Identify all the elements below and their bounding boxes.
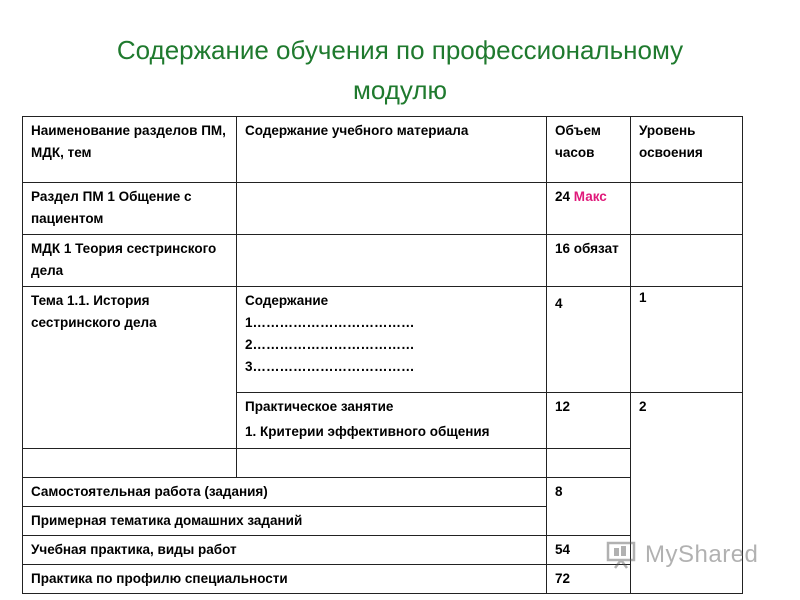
- mdk-hours: 16 обязат: [547, 235, 631, 287]
- practical-level: 2: [631, 393, 743, 594]
- title-line-1: Содержание обучения по профессиональному: [116, 35, 684, 65]
- table-row-section-pm: [23, 183, 743, 235]
- profile-practice-hours: 72: [547, 565, 631, 594]
- empty-cell-2: [237, 449, 547, 478]
- section-pm-content: [237, 183, 547, 235]
- mdk-level: [631, 235, 743, 287]
- section-pm-name: Раздел ПМ 1 Общение с пациентом: [23, 183, 237, 235]
- topic-content-item-2: 2………………………………: [245, 337, 415, 352]
- topic-name: Тема 1.1. История сестринского дела: [23, 287, 237, 449]
- header-cell-name: Наименование разделов ПМ, МДК, тем: [23, 117, 237, 183]
- topic-content-item-3: 3………………………………: [245, 359, 415, 374]
- curriculum-table: [22, 116, 743, 594]
- empty-cell-1: [23, 449, 237, 478]
- topic-level: 1: [631, 287, 743, 393]
- topic-hours: 4: [547, 287, 631, 393]
- practical-hours: 12: [547, 393, 631, 449]
- title-line-2: модулю: [352, 75, 448, 105]
- topic-content-cell: [237, 287, 547, 393]
- self-work-hours: 8: [547, 478, 631, 536]
- practice-hours: 54: [547, 536, 631, 565]
- practice-label: Учебная практика, виды работ: [23, 536, 547, 565]
- table-row-topic: [23, 287, 743, 393]
- header-cell-level: Уровень освоения: [631, 117, 743, 183]
- section-pm-hours-cell: [547, 183, 631, 235]
- section-pm-hours-note: Макс: [573, 189, 607, 204]
- homework-label: Примерная тематика домашних заданий: [23, 507, 547, 536]
- section-pm-hours: 24: [555, 189, 571, 204]
- topic-content-item-1: 1………………………………: [245, 315, 415, 330]
- topic-content-label: Содержание: [245, 293, 329, 308]
- practical-item: 1. Критерии эффективного общения: [245, 424, 490, 439]
- practical-cell: [237, 393, 547, 449]
- watermark: [605, 538, 785, 572]
- profile-practice-label: Практика по профилю специальности: [23, 565, 547, 594]
- page-title: [0, 30, 800, 110]
- mdk-content: [237, 235, 547, 287]
- section-pm-level: [631, 183, 743, 235]
- header-cell-content: Содержание учебного материала: [237, 117, 547, 183]
- empty-cell-3: [547, 449, 631, 478]
- header-cell-hours: Объем часов: [547, 117, 631, 183]
- presentation-board-icon: [605, 540, 639, 570]
- mdk-name: МДК 1 Теория сестринского дела: [23, 235, 237, 287]
- table-header-row: [23, 117, 743, 183]
- watermark-text: MyShared: [645, 541, 759, 568]
- self-work-label: Самостоятельная работа (задания): [23, 478, 547, 507]
- practical-label: Практическое занятие: [245, 399, 394, 414]
- table-row-mdk: [23, 235, 743, 287]
